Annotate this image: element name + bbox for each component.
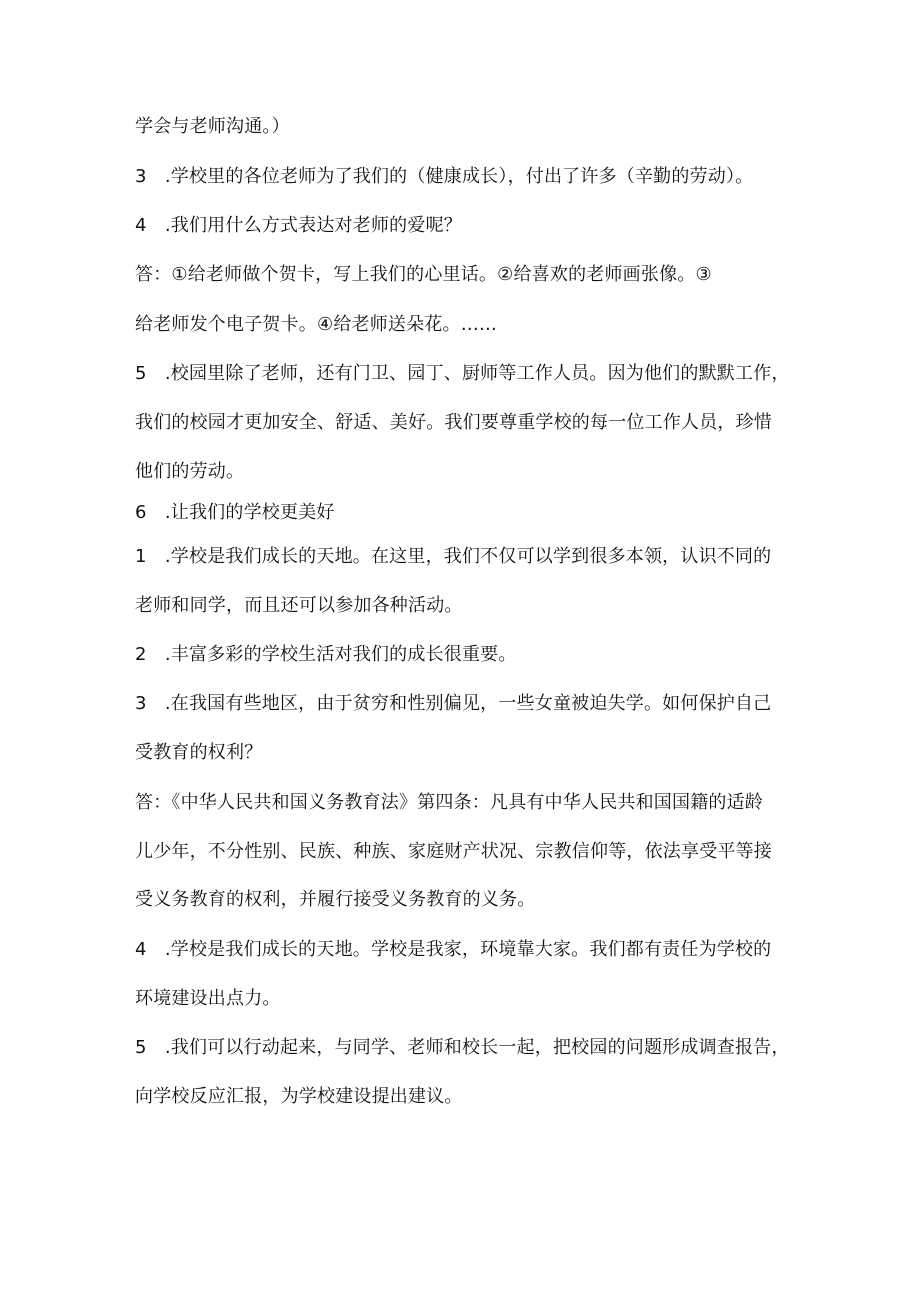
- text-line: 他们的劳动。: [135, 461, 245, 482]
- text-line: 受义务教育的权利，并履行接受义务教育的义务。: [135, 889, 536, 910]
- text-line: 5 .校园里除了老师，还有门卫、园丁、厨师等工作人员。因为他们的默默工作，: [135, 363, 790, 384]
- text-line: 1 .学校是我们成长的天地。在这里，我们不仅可以学到很多本领，认识不同的: [135, 546, 772, 567]
- text-line: 6 .让我们的学校更美好: [135, 502, 335, 523]
- text-line: 2 .丰富多彩的学校生活对我们的成长很重要。: [135, 644, 517, 665]
- text-line: 儿少年，不分性别、民族、种族、家庭财产状况、宗教信仰等，依法享受平等接: [135, 841, 772, 862]
- text-line: 4 .我们用什么方式表达对老师的爱呢？: [135, 215, 462, 236]
- text-line: 受教育的权利？: [135, 742, 263, 763]
- text-line: 3 .在我国有些地区，由于贫穷和性别偏见，一些女童被迫失学。如何保护自己: [135, 693, 772, 714]
- text-line: 答：①给老师做个贺卡，写上我们的心里话。②给喜欢的老师画张像。③: [135, 264, 712, 285]
- text-line: 环境建设出点力。: [135, 988, 281, 1009]
- text-line: 3 .学校里的各位老师为了我们的（健康成长），付出了许多（辛勤的劳动）。: [135, 166, 754, 187]
- text-line: 学会与老师沟通。）: [135, 116, 290, 137]
- text-line: 答：《中华人民共和国义务教育法》第四条：凡具有中华人民共和国国籍的适龄: [135, 792, 763, 813]
- text-line: 我们的校园才更加安全、舒适、美好。我们要尊重学校的每一位工作人员，珍惜: [135, 412, 772, 433]
- text-line: 老师和同学，而且还可以参加各种活动。: [135, 595, 463, 616]
- text-line: 向学校反应汇报，为学校建设提出建议。: [135, 1086, 463, 1107]
- text-line: 4 .学校是我们成长的天地。学校是我家，环境靠大家。我们都有责任为学校的: [135, 939, 772, 960]
- text-line: 给老师发个电子贺卡。④给老师送朵花。……: [135, 314, 498, 335]
- text-line: 5 .我们可以行动起来，与同学、老师和校长一起，把校园的问题形成调查报告，: [135, 1037, 790, 1058]
